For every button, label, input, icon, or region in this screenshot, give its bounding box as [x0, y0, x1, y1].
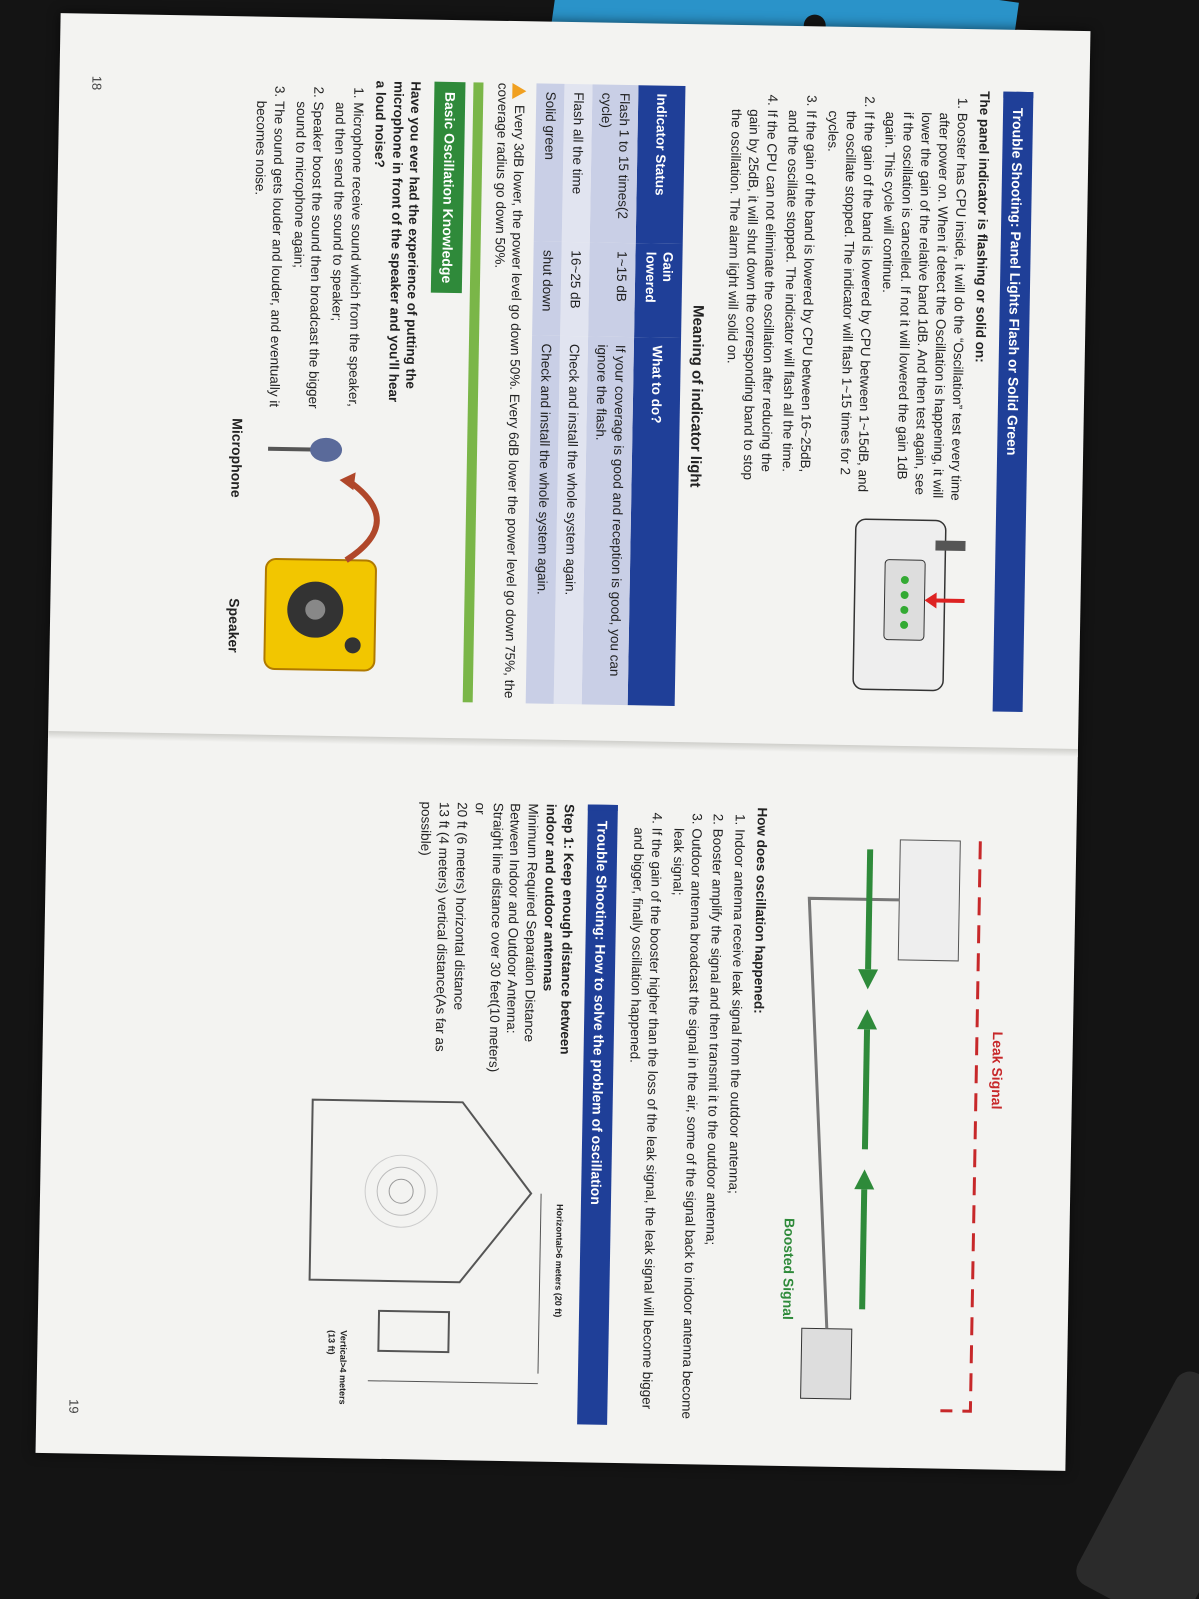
- page-number: 19: [66, 1398, 82, 1414]
- list-item: 2. Speaker boost the sound then broadcast the bigger sound to microphone again;: [286, 101, 327, 410]
- list-item: 1. Booster has CPU inside, it will do the “Oscillation” test every time after power on. When it detect the Oscillation is happening, it will lower the gain of the relative band 1dB. And then test again, see if the oscillation is cancelled. If not it will lowered the gain 1dB again. This cycle will continue.: [875, 111, 971, 500]
- leak-signal-diagram: [760, 808, 1021, 1432]
- table-cell: Check and install the whole system again.: [554, 336, 588, 705]
- list-item: 2. Booster amplify the signal and then transmit it to the outdoor antenna;: [699, 829, 727, 1427]
- table-header: Indicator Status: [635, 85, 685, 244]
- list-item: 2. If the gain of the band is lowered by CPU between 1~15dB, and the oscillate stopped. The indicator will flash 1~15 times for 2 cycles.: [818, 110, 878, 499]
- list-item: 1. Indoor antenna receive leak signal from the outdoor antenna;: [720, 829, 748, 1427]
- microphone-label: Microphone: [228, 418, 246, 498]
- steps-list: [720, 87, 971, 501]
- step1-line: Between Indoor and Outdoor Antenna:: [504, 803, 524, 1034]
- section-title: Trouble Shooting: How to solve the problem of oscillation: [577, 804, 618, 1424]
- list-item: 1. Microphone receive sound which from the speaker, and then send the sound to speaker;: [326, 102, 367, 411]
- list-item: 4. If the gain of the booster higher than the loss of the leak signal, the leak signal will become bigger and bigger, finally oscillation happened.: [619, 827, 665, 1426]
- mic-speaker-illustration: [174, 407, 419, 701]
- step1-line: Minimum Required Separation Distance: [521, 803, 542, 1043]
- background-device: [1071, 1366, 1199, 1599]
- step1-line: 13 ft (4 meters) vertical distance(As far as possible): [418, 801, 453, 1052]
- page-number: 18: [89, 75, 105, 91]
- how-title: How does oscillation happened:: [751, 807, 770, 1014]
- knowledge-list: [247, 78, 368, 410]
- house-distance-illustration: [297, 1080, 573, 1425]
- boosted-signal-label: Boosted Signal: [779, 1217, 798, 1321]
- intro-text: The panel indicator is flashing or solid on:: [972, 91, 992, 363]
- step1-line: 20 ft (6 meters) horizontal distance: [451, 802, 470, 1011]
- page-title: Trouble Shooting: Panel Lights Flash or Solid Green: [992, 92, 1033, 712]
- horizontal-label: Horizontal>6 meters (20 ft): [552, 1203, 565, 1318]
- booster-device-illustration: [822, 499, 986, 712]
- step1-line: or: [472, 802, 488, 815]
- table-title: Meaning of indicator light: [686, 304, 707, 488]
- list-item: 3. The sound gets louder and louder, and eventually it becomes noise.: [247, 100, 288, 409]
- list-item: 4. If the CPU can not eliminate the oscillation after reducing the gain by 25dB, it will shut down the corresponding band to stop the oscillation. The alarm light will solid on.: [720, 109, 780, 498]
- list-item: 3. Outdoor antenna broadcast the signal in the air, some of the signal back to indoor antenna become leak signal;: [659, 828, 705, 1427]
- table-cell: shut down: [533, 242, 562, 336]
- table-cell: 1~15 dB: [588, 243, 635, 337]
- table-cell: If your coverage is good and reception is good, you can ignore the flash.: [582, 336, 634, 705]
- indicator-table: [526, 83, 686, 706]
- section-title: Basic Oscillation Knowledge: [431, 82, 465, 294]
- vertical-label: Vertical>4 meters (13 ft): [326, 1329, 349, 1405]
- table-header: Gain lowered: [634, 243, 683, 337]
- question-text: Have you ever had the experience of putting the microphone in front of the speaker and you'll hear a loud noise?: [371, 80, 424, 403]
- how-list: [619, 805, 749, 1427]
- table-cell: Flash 1 to 15 times(2 cycle): [590, 84, 638, 243]
- oscillation-diagram: [760, 808, 1021, 1432]
- page-19: [36, 733, 1078, 1471]
- table-header: What to do?: [627, 337, 681, 706]
- warning-icon: [512, 83, 526, 99]
- speaker-label: Speaker: [225, 598, 243, 653]
- open-booklet: [36, 13, 1091, 1471]
- step1-line: Straight line distance over 30 feet(10 meters): [485, 802, 506, 1073]
- booklet-spread: [36, 13, 1091, 1471]
- warning-note: [483, 83, 529, 704]
- divider-bar: [463, 82, 484, 702]
- list-item: 3. If the gain of the band is lowered by CPU between 16~25dB, and the oscillate stopped. The indicator will flash all the time.: [778, 110, 820, 499]
- step1-title: Step 1: Keep enough distance between indoor and outdoor antennas: [540, 803, 577, 1055]
- table-cell: Check and install the whole system again.: [526, 335, 560, 704]
- leak-signal-label: Leak Signal: [988, 1031, 1007, 1110]
- table-cell: Flash all the time: [562, 84, 593, 243]
- table-cell: 16~25 dB: [560, 242, 589, 336]
- table-cell: Solid green: [534, 83, 565, 242]
- page-18: [48, 13, 1090, 751]
- warning-text: Every 3dB lower, the power level go down 50%. Every 6dB lower the power level go down 75%, the coverage radius go down 50%.: [491, 82, 528, 699]
